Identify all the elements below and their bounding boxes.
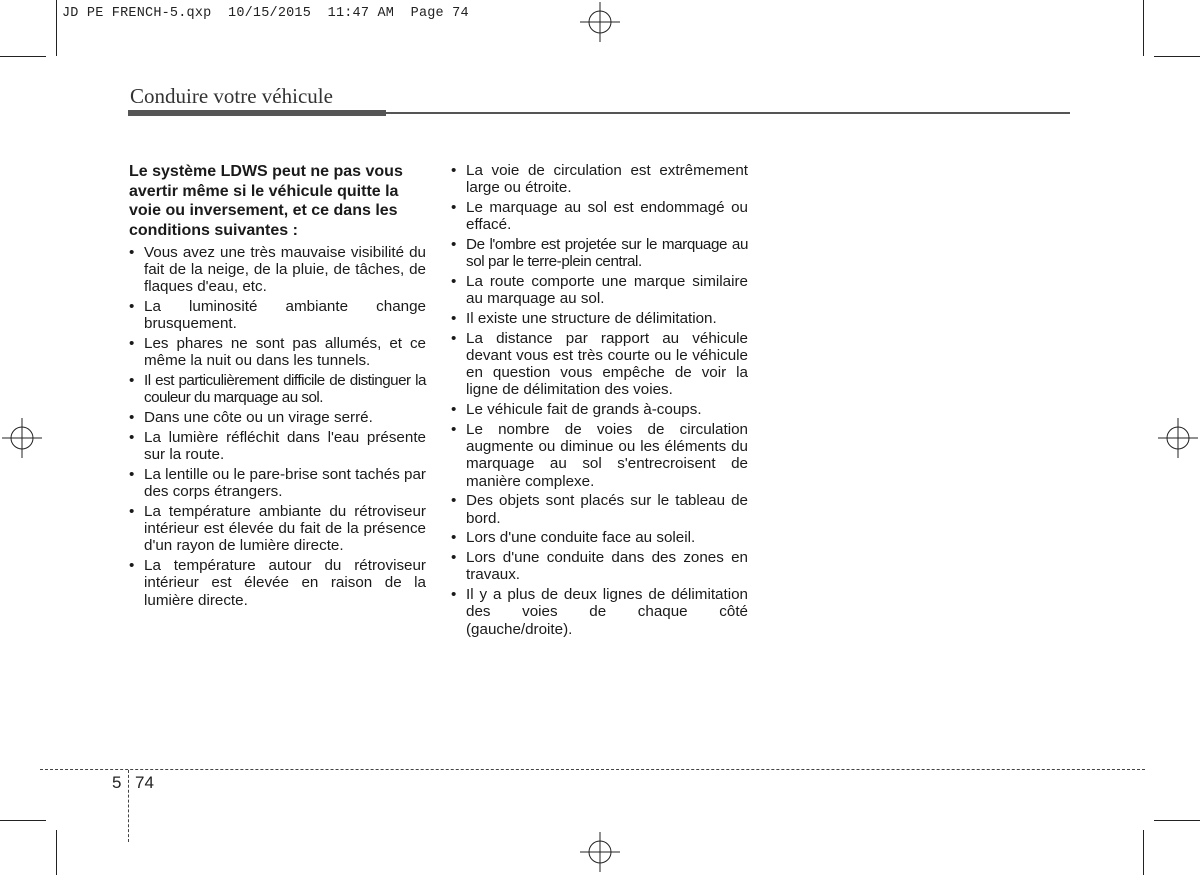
section-title: Conduire votre véhicule xyxy=(130,84,333,108)
list-item: • La lumière réfléchit dans l'eau présente sur la route. xyxy=(129,429,426,463)
registration-mark-icon xyxy=(580,2,620,42)
list-item: • Il existe une structure de délimitation. xyxy=(451,310,748,327)
list-item: • Lors d'une conduite dans des zones en travaux. xyxy=(451,549,748,583)
list-item: • Le nombre de voies de circulation augmente ou diminue ou les éléments du marquage au sol s'entrecroisent de manière complexe. xyxy=(451,421,748,490)
list-item: • La voie de circulation est extrêmement large ou étroite. xyxy=(451,162,748,196)
list-item: • La luminosité ambiante change brusquement. xyxy=(129,298,426,332)
list-item: • La température autour du rétroviseur intérieur est élevée en raison de la lumière directe. xyxy=(129,557,426,609)
list-item: • Le marquage au sol est endommagé ou effacé. xyxy=(451,199,748,233)
registration-mark-icon xyxy=(2,418,42,458)
list-item: • Lors d'une conduite face au soleil. xyxy=(451,529,748,546)
crop-mark xyxy=(0,56,46,57)
crop-mark xyxy=(56,0,57,56)
condition-list xyxy=(451,162,748,638)
chapter-number: 5 xyxy=(112,773,122,792)
left-column xyxy=(129,162,426,611)
list-item: • Les phares ne sont pas allumés, et ce même la nuit ou dans les tunnels. xyxy=(129,335,426,369)
print-slug: JD PE FRENCH-5.qxp 10/15/2015 11:47 AM Page 74 xyxy=(62,6,469,21)
list-item: • Il est particulièrement difficile de distinguer la couleur du marquage au sol. xyxy=(129,372,426,406)
crop-mark xyxy=(56,830,57,875)
condition-list xyxy=(129,244,426,609)
registration-mark-icon xyxy=(580,832,620,872)
list-item: • La température ambiante du rétroviseur intérieur est élevée du fait de la présence d'un rayon de lumière directe. xyxy=(129,503,426,555)
list-item: • Il y a plus de deux lignes de délimitation des voies de chaque côté (gauche/droite). xyxy=(451,586,748,638)
header-rule xyxy=(128,110,386,116)
registration-mark-icon xyxy=(1158,418,1198,458)
list-item: • Le véhicule fait de grands à-coups. xyxy=(451,401,748,418)
list-item: • Dans une côte ou un virage serré. xyxy=(129,409,426,426)
crop-mark xyxy=(1143,0,1144,56)
lead-paragraph: Le système LDWS peut ne pas vous avertir même si le véhicule quitte la voie ou inversement, et ce dans les conditions suivantes : xyxy=(129,163,403,239)
footer-divider xyxy=(128,770,129,842)
list-item: • De l'ombre est projetée sur le marquage au sol par le terre-plein central. xyxy=(451,236,748,270)
list-item: • Des objets sont placés sur le tableau de bord. xyxy=(451,492,748,526)
crop-mark xyxy=(1154,56,1200,57)
crop-mark xyxy=(1143,830,1144,875)
footer-rule xyxy=(40,769,1145,770)
list-item: • La lentille ou le pare-brise sont tachés par des corps étrangers. xyxy=(129,466,426,500)
list-item: • Vous avez une très mauvaise visibilité du fait de la neige, de la pluie, de tâches, de flaques d'eau, etc. xyxy=(129,244,426,296)
crop-mark xyxy=(1154,820,1200,821)
page-number: 74 xyxy=(135,773,154,792)
right-column xyxy=(451,162,748,640)
list-item: • La route comporte une marque similaire au marquage au sol. xyxy=(451,273,748,307)
crop-mark xyxy=(0,820,46,821)
header-rule xyxy=(386,112,1070,114)
list-item: • La distance par rapport au véhicule devant vous est très courte ou le véhicule en question vous empêche de voir la ligne de délimitation des voies. xyxy=(451,330,748,399)
